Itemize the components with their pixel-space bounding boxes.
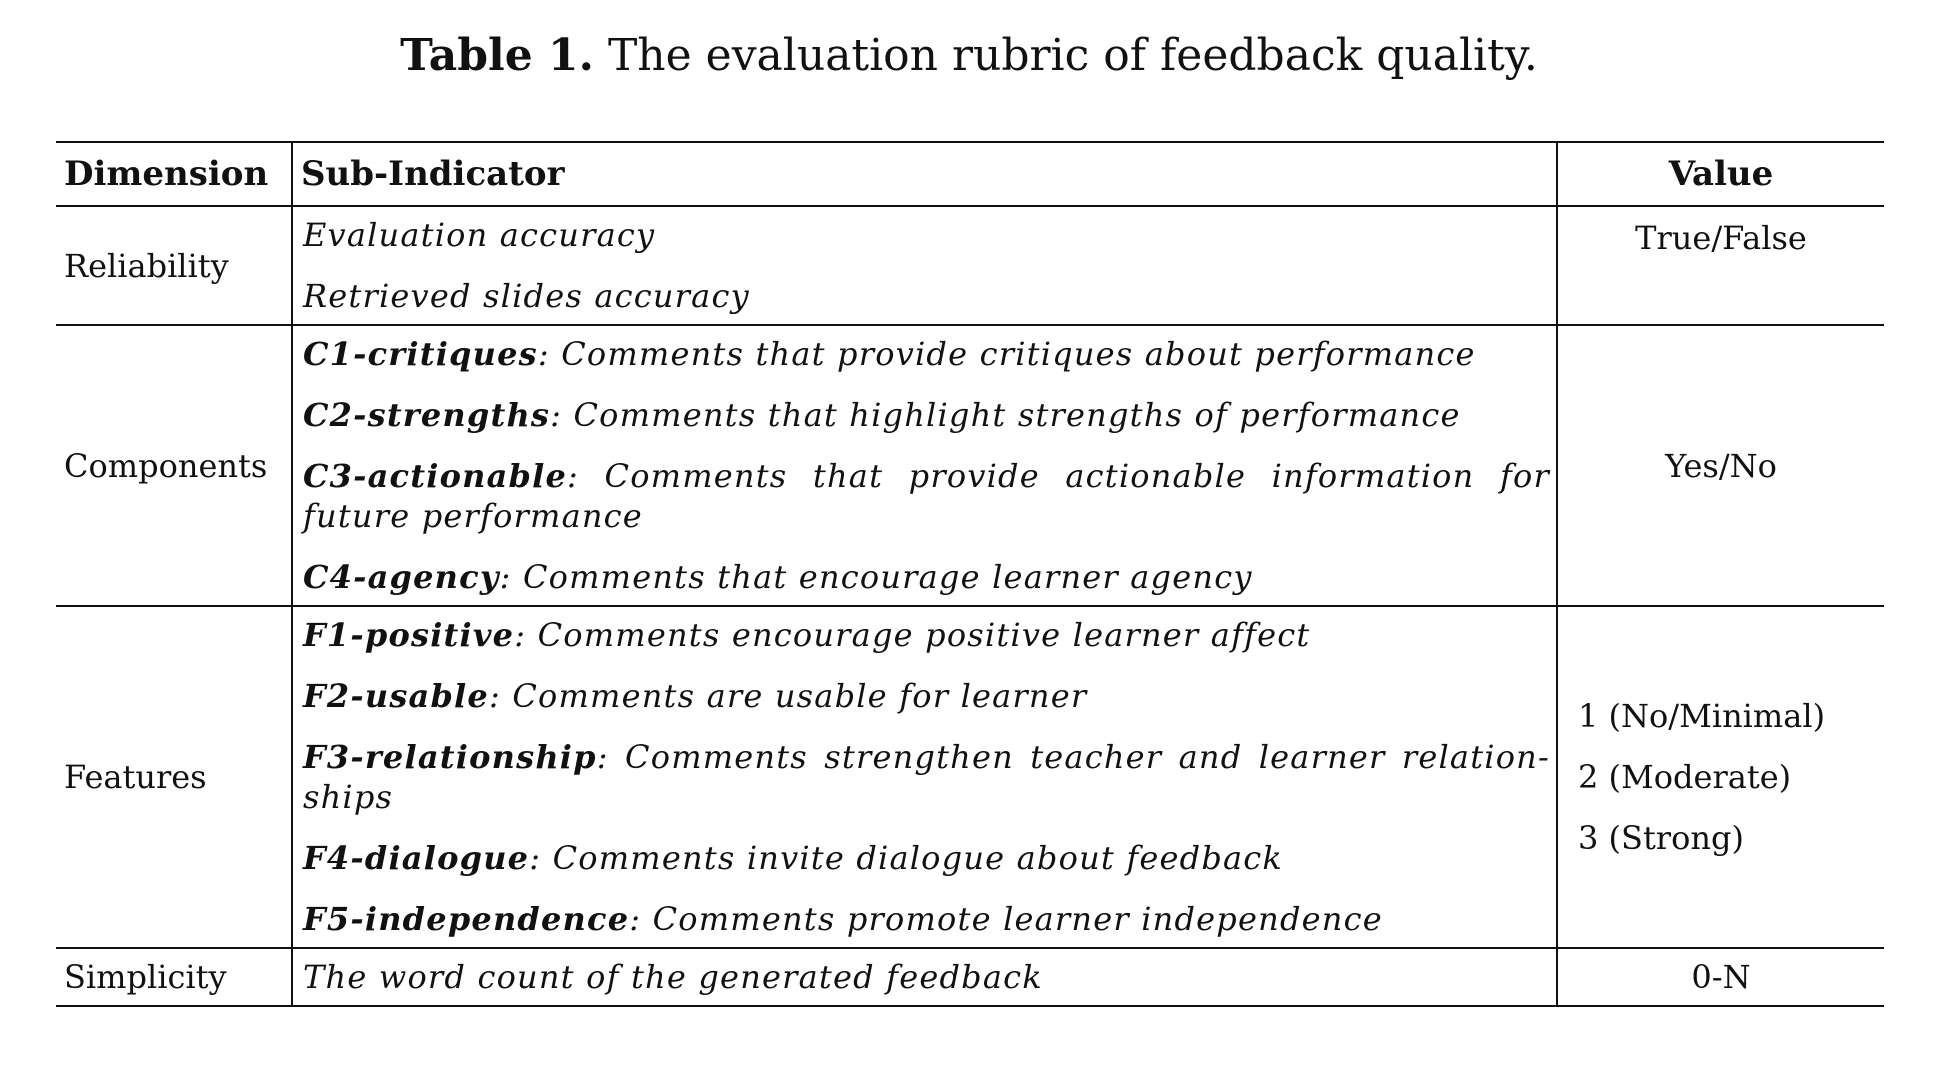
item-code: C3-actionable	[303, 457, 568, 495]
table-row	[56, 948, 1884, 1006]
item-text: : Comments are usable for learner	[488, 677, 1088, 715]
item-text: The word count of the generated feedback	[303, 958, 1043, 996]
header-dimension: Dimension	[56, 142, 292, 206]
list-item	[303, 395, 1550, 435]
list-item	[303, 737, 1550, 817]
item-text: : Comments that highlight strengths of performance	[550, 396, 1461, 434]
item-text: Retrieved slides accuracy	[303, 277, 750, 315]
list-item	[303, 215, 1550, 255]
list-item	[303, 334, 1550, 374]
item-text: : Comments that provide actionable information for future performance	[303, 457, 1550, 535]
list-item	[303, 838, 1550, 878]
list-item	[303, 957, 1550, 997]
table-row	[56, 206, 1884, 325]
list-item	[303, 276, 1550, 316]
header-row	[56, 142, 1884, 206]
sub-indicator-cell	[292, 325, 1557, 606]
caption-text: The evaluation rubric of feedback quality.	[593, 30, 1538, 81]
dimension-features: Features	[56, 606, 292, 948]
sub-indicator-cell	[292, 206, 1557, 325]
item-text: : Comments encourage positive learner affect	[514, 616, 1311, 654]
rubric-table	[56, 141, 1884, 1007]
item-text: : Comments invite dialogue about feedback	[529, 839, 1283, 877]
value-simplicity: 0-N	[1557, 948, 1884, 1006]
value-option: 3 (Strong)	[1578, 819, 1744, 857]
dimension-components: Components	[56, 325, 292, 606]
item-code: F3-relationship	[303, 738, 597, 776]
value-reliability: True/False	[1557, 206, 1884, 325]
header-sub-indicator: Sub-Indicator	[292, 142, 1557, 206]
item-code: C4-agency	[303, 558, 500, 596]
caption-label: Table 1.	[400, 30, 594, 81]
item-code: C1-critiques	[303, 335, 538, 373]
item-code: F4-dialogue	[303, 839, 530, 877]
table-row	[56, 325, 1884, 606]
list-item	[303, 899, 1550, 939]
sub-indicator-cell	[292, 948, 1557, 1006]
dimension-reliability: Reliability	[56, 206, 292, 325]
value-components: Yes/No	[1557, 325, 1884, 606]
value-features	[1557, 606, 1884, 948]
item-code: F2-usable	[303, 677, 489, 715]
item-code: F5-independence	[303, 900, 630, 938]
item-text: : Comments promote learner independence	[629, 900, 1383, 938]
value-option: 2 (Moderate)	[1578, 758, 1792, 796]
item-code: C2-strengths	[303, 396, 551, 434]
list-item	[303, 615, 1550, 655]
item-text: : Comments that provide critiques about performance	[537, 335, 1476, 373]
item-text: : Comments strengthen teacher and learner relation-ships	[303, 738, 1550, 816]
list-item	[303, 676, 1550, 716]
table-caption	[0, 26, 1938, 86]
sub-indicator-cell	[292, 606, 1557, 948]
list-item	[303, 456, 1550, 536]
item-text: Evaluation accuracy	[303, 216, 656, 254]
item-code: F1-positive	[303, 616, 515, 654]
dimension-simplicity: Simplicity	[56, 948, 292, 1006]
item-text: : Comments that encourage learner agency	[499, 558, 1253, 596]
value-option: 1 (No/Minimal)	[1578, 697, 1826, 735]
list-item	[303, 557, 1550, 597]
table-row	[56, 606, 1884, 948]
header-value: Value	[1557, 142, 1884, 206]
